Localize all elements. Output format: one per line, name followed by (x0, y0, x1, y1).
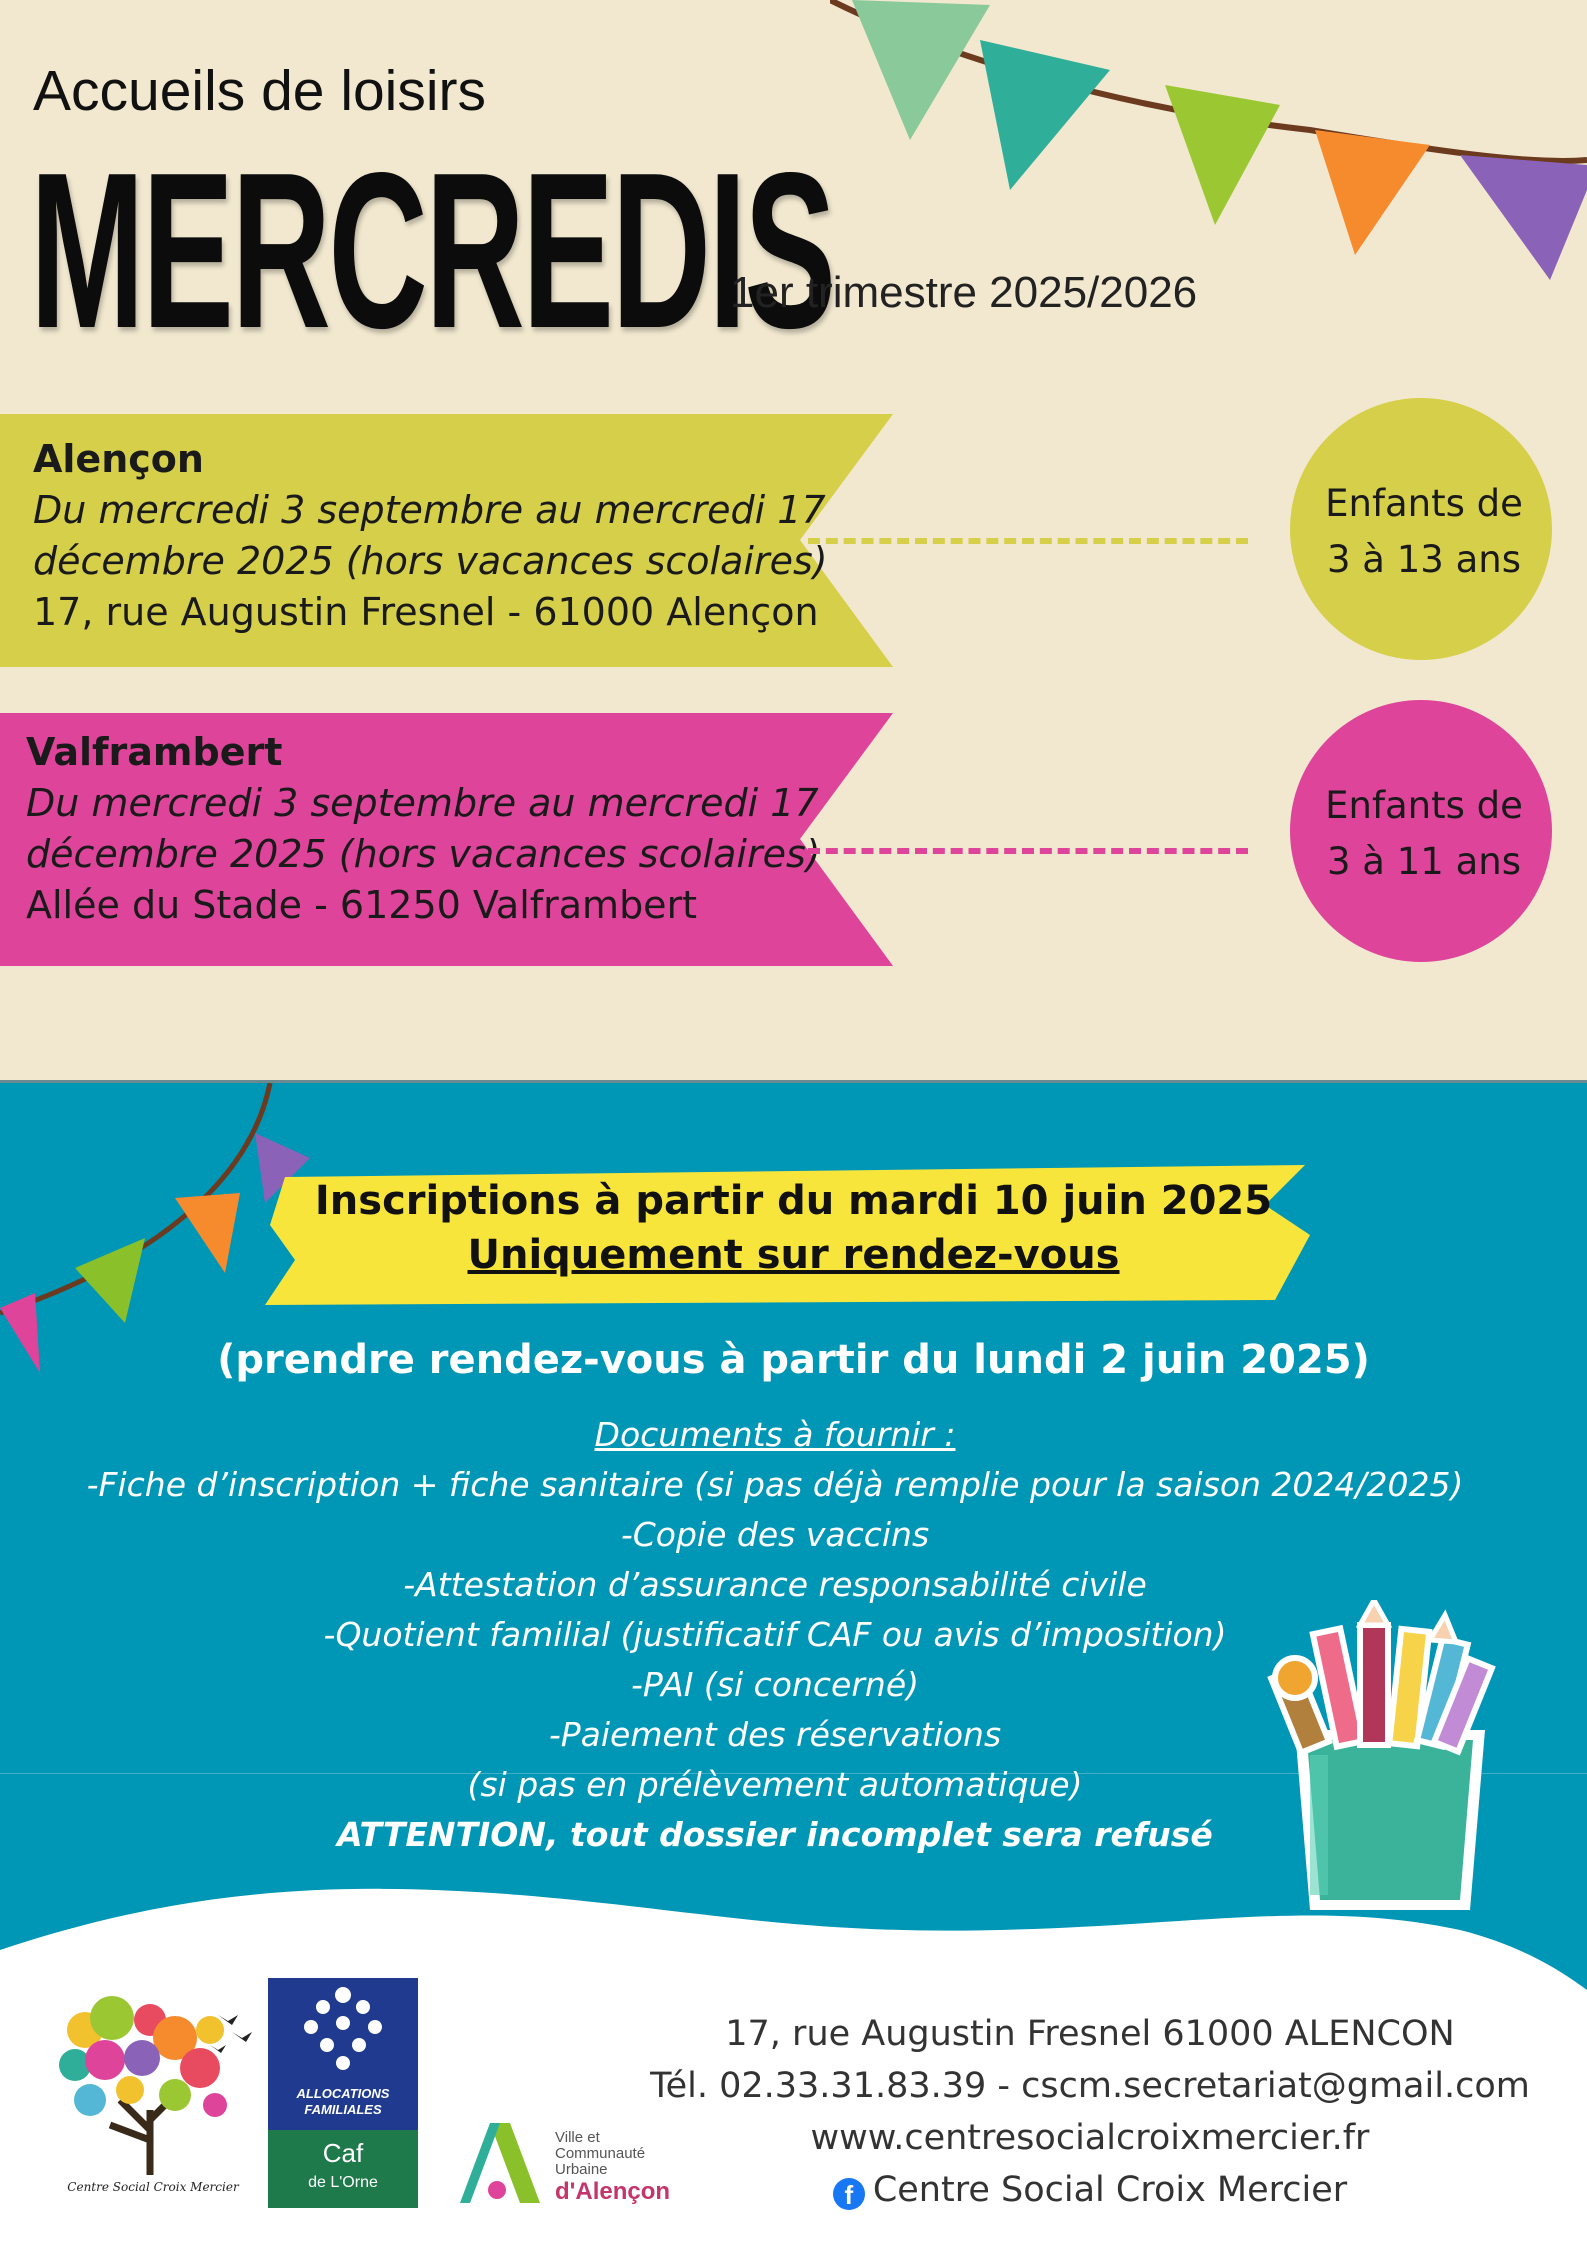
dashed-connector (808, 848, 1248, 854)
contact-website[interactable]: www.centresocialcroixmercier.fr (810, 2118, 1370, 2158)
site-address: 17, rue Augustin Fresnel - 61000 Alençon (33, 590, 819, 634)
appointment-info: (prendre rendez-vous à partir du lundi 2 juin 2025) (217, 1337, 1370, 1383)
caf-line4: de L'Orne (308, 2174, 378, 2191)
site-valframbert (26, 727, 821, 931)
site-dates-line1: Du mercredi 3 septembre au mercredi 17 (26, 781, 819, 825)
age-badge-text (1293, 476, 1555, 588)
alencon-line2: Communauté (555, 2145, 646, 2162)
page-title: MERCREDIS (30, 127, 834, 375)
facebook-icon: f (833, 2178, 865, 2210)
site-alencon (33, 434, 828, 638)
alencon-line1: Ville et (555, 2129, 600, 2146)
age-badge-text (1293, 778, 1555, 890)
bunting-decoration (830, 0, 1587, 290)
caf-line2: FAMILIALES (304, 2102, 382, 2117)
page-subtitle: Accueils de loisirs (33, 59, 486, 123)
centre-social-logo-text: Centre Social Croix Mercier (67, 2180, 239, 2194)
document-item: -Paiement des réservations (548, 1715, 1002, 1754)
document-item: -Copie des vaccins (620, 1515, 930, 1554)
caf-figures-icon (293, 1985, 393, 2080)
age-line1: Enfants de (1325, 784, 1523, 827)
age-line2: 3 à 11 ans (1327, 840, 1521, 883)
caf-line1: ALLOCATIONS (296, 2086, 390, 2101)
alencon-line3: Urbaine (555, 2161, 608, 2178)
site-city: Valframbert (26, 730, 283, 774)
site-address: Allée du Stade - 61250 Valframbert (26, 883, 698, 927)
document-item: -Fiche d’inscription + fiche sanitaire (si pas déjà remplie pour la saison 2024/2025) (86, 1465, 1464, 1504)
document-item: -Attestation d’assurance responsabilité civile (403, 1565, 1147, 1604)
facebook-label: Centre Social Croix Mercier (872, 2170, 1348, 2210)
site-dates-line1: Du mercredi 3 septembre au mercredi 17 (33, 488, 826, 532)
centre-social-logo (50, 1990, 260, 2200)
contact-facebook[interactable] (620, 2164, 1560, 2216)
age-line2: 3 à 13 ans (1327, 538, 1521, 581)
document-item: (si pas en prélèvement automatique) (467, 1765, 1083, 1804)
documents-title: Documents à fournir : (594, 1415, 956, 1454)
contact-block (620, 2008, 1560, 2216)
warning-text: ATTENTION, tout dossier incomplet sera refusé (337, 1815, 1213, 1854)
site-city: Alençon (33, 437, 204, 481)
term-label: 1er trimestre 2025/2026 (730, 268, 1198, 317)
contact-phone-email[interactable]: Tél. 02.33.31.83.39 - cscm.secretariat@gmail.com (650, 2066, 1530, 2106)
alencon-line4: d'Alençon (555, 2178, 671, 2205)
age-line1: Enfants de (1325, 482, 1523, 525)
dashed-connector (808, 538, 1248, 544)
alencon-logo (455, 2118, 545, 2208)
site-dates-line2: décembre 2025 (hors vacances scolaires) (33, 539, 828, 583)
document-item: -PAI (si concerné) (630, 1665, 920, 1704)
document-item: -Quotient familial (justificatif CAF ou avis d’imposition) (323, 1615, 1227, 1654)
caf-line3: Caf (322, 2138, 364, 2168)
registration-condition: Uniquement sur rendez-vous (467, 1232, 1120, 1278)
registration-date: Inscriptions à partir du mardi 10 juin 2025 (314, 1178, 1273, 1224)
site-dates-line2: décembre 2025 (hors vacances scolaires) (26, 832, 821, 876)
contact-address: 17, rue Augustin Fresnel 61000 ALENCON (725, 2014, 1455, 2054)
